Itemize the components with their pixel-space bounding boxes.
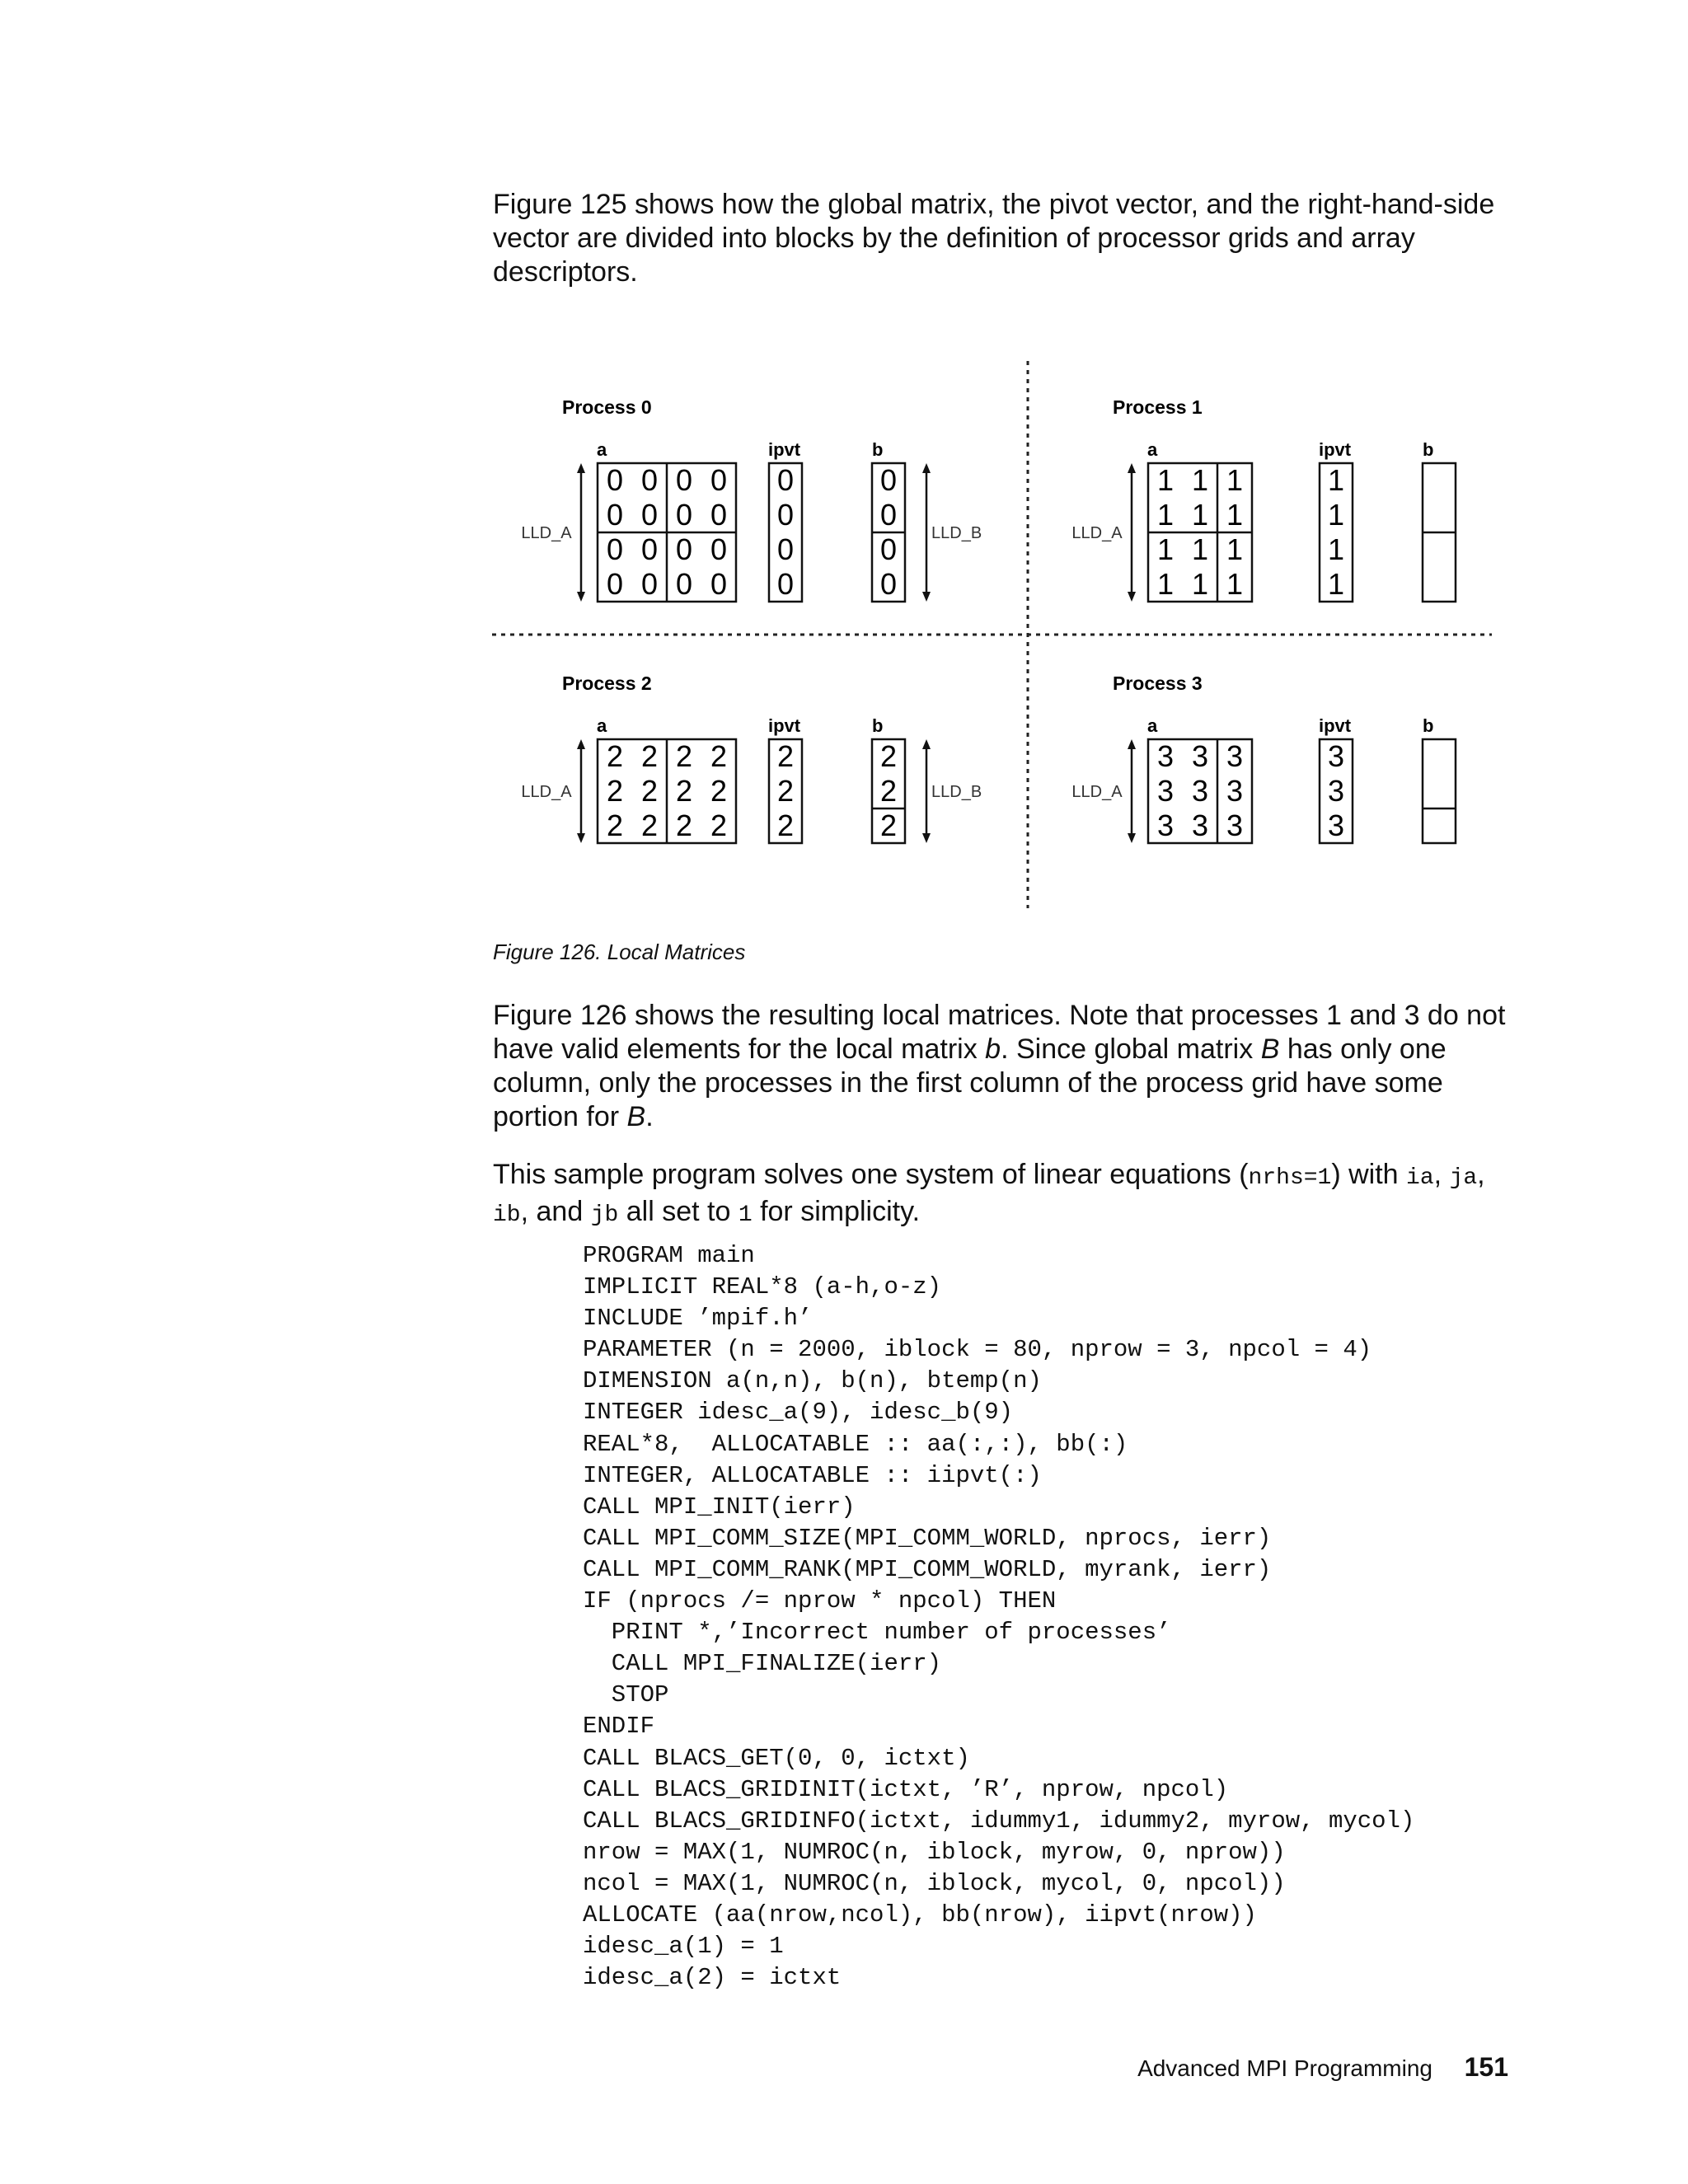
process-3-a-cell: 3 bbox=[1156, 808, 1175, 842]
page-number: 151 bbox=[1464, 2052, 1508, 2082]
process-2-b-cell: 2 bbox=[879, 739, 898, 773]
code-jb: jb bbox=[590, 1202, 619, 1228]
process-1-a-cell: 1 bbox=[1226, 532, 1244, 566]
process-2-a-cell: 2 bbox=[710, 808, 728, 842]
fortran-code-listing: PROGRAM main IMPLICIT REAL*8 (a-h,o-z) INCLUDE ’mpif.h’ PARAMETER (n = 2000, iblock = 80, nprow = 3, npcol = 4) DIMENSION a(n,n), b(n), btemp(n) INTEGER idesc_a(9), idesc_b(9) REAL*8, ALLOCATABLE :: aa(:,:), bb(:) INTEGER, ALLOCATABLE :: iipvt(:) CALL MPI_INIT(ierr) CALL MPI_COMM_SIZE(MPI_COMM_WORLD, nprocs, ierr) CALL MPI_COMM_RANK(MPI_COMM_WORLD, myrank, ierr) IF (nprocs /= nprow * npcol) THEN PRINT *,’Incorrect number of processes’ CALL MPI_FINALIZE(ierr) STOP ENDIF CALL BLACS_GET(0, 0, ictxt) CALL BLACS_GRIDINIT(ictxt, ’R’, nprow, npcol) CALL BLACS_GRIDINFO(ictxt, idummy1, idummy2, myrow, mycol) nrow = MAX(1, NUMROC(n, iblock, myrow, 0, nprow)) ncol = MAX(1, NUMROC(n, iblock, mycol, 0, npcol)) ALLOCATE (aa(nrow,ncol), bb(nrow), iipvt(nrow)) idesc_a(1) = 1 idesc_a(2) = ictxt bbox=[583, 1242, 1415, 1992]
sample-text-1: This sample program solves one system of linear equations ( bbox=[493, 1159, 1249, 1190]
process-0-a-cell: 0 bbox=[606, 463, 624, 497]
process-0-title: Process 0 bbox=[562, 396, 652, 418]
process-2-b-cell: 2 bbox=[879, 808, 898, 842]
process-3-a-label: a bbox=[1147, 715, 1158, 736]
process-0-ipvt-label: ipvt bbox=[768, 439, 801, 460]
result-text-3: has only one column, only the processes in the first column of the process grid have some portion for bbox=[493, 1033, 1447, 1132]
process-1-a-cell: 1 bbox=[1191, 498, 1209, 532]
process-1-lld-a-arrow-head-down bbox=[1128, 592, 1136, 602]
process-2-lld-b-arrow-head-up bbox=[922, 739, 931, 749]
process-3-lld-a-label: LLD_A bbox=[1071, 783, 1123, 801]
process-1-ipvt-cell: 1 bbox=[1327, 498, 1345, 532]
process-1-ipvt-label: ipvt bbox=[1319, 439, 1352, 460]
process-2-b-cell: 2 bbox=[879, 774, 898, 808]
process-0-a-cell: 0 bbox=[640, 532, 659, 566]
process-2-a-cell: 2 bbox=[640, 808, 659, 842]
process-1-b-label: b bbox=[1423, 439, 1434, 460]
process-3-a-cell: 3 bbox=[1191, 739, 1209, 773]
process-1-ipvt-cell: 1 bbox=[1327, 532, 1345, 566]
process-0-a-cell: 0 bbox=[606, 498, 624, 532]
process-0-b-cell: 0 bbox=[879, 567, 898, 601]
process-3-ipvt-label: ipvt bbox=[1319, 715, 1352, 736]
process-2-a-cell: 2 bbox=[675, 739, 693, 773]
process-3-a-cell: 3 bbox=[1226, 739, 1244, 773]
process-1-title: Process 1 bbox=[1113, 396, 1203, 418]
result-text-1: Figure 126 shows the resulting local matrices. Note that processes 1 and 3 do not have valid elements for the local matrix bbox=[493, 1000, 1506, 1065]
process-0-ipvt-cell: 0 bbox=[776, 567, 795, 601]
process-2-a-cell: 2 bbox=[640, 774, 659, 808]
figure-content bbox=[492, 361, 1492, 908]
process-2-ipvt-cell: 2 bbox=[776, 739, 795, 773]
process-2-a-cell: 2 bbox=[710, 774, 728, 808]
process-0-a-cell: 0 bbox=[640, 463, 659, 497]
process-0-a-cell: 0 bbox=[675, 463, 693, 497]
process-3-ipvt-cell: 3 bbox=[1327, 739, 1345, 773]
result-var-B: B bbox=[1260, 1033, 1280, 1065]
result-var-B-2: B bbox=[626, 1101, 646, 1132]
process-1-a-cell: 1 bbox=[1226, 463, 1244, 497]
process-0-b-cell: 0 bbox=[879, 463, 898, 497]
process-0-b-label: b bbox=[872, 439, 884, 460]
process-0-a-cell: 0 bbox=[675, 567, 693, 601]
process-3-a-cell: 3 bbox=[1191, 808, 1209, 842]
result-var-b: b bbox=[985, 1033, 1001, 1065]
code-ja: ja bbox=[1449, 1165, 1478, 1191]
process-3-title: Process 3 bbox=[1113, 673, 1203, 694]
process-2-b-label: b bbox=[872, 715, 884, 736]
process-2-title: Process 2 bbox=[562, 673, 652, 694]
process-2-lld-a-label: LLD_A bbox=[521, 783, 572, 801]
local-matrices-figure bbox=[0, 0, 1688, 923]
process-1-a-cell: 1 bbox=[1156, 567, 1175, 601]
process-0-lld-b-arrow-head-down bbox=[922, 592, 931, 602]
process-1-a-cell: 1 bbox=[1191, 532, 1209, 566]
process-2-a-cell: 2 bbox=[606, 808, 624, 842]
process-3-a-cell: 3 bbox=[1156, 774, 1175, 808]
process-0-a-cell: 0 bbox=[675, 498, 693, 532]
process-0-ipvt-cell: 0 bbox=[776, 498, 795, 532]
process-2-a-cell: 2 bbox=[675, 774, 693, 808]
process-0-lld-b-arrow-head-up bbox=[922, 463, 931, 473]
process-0-a-label: a bbox=[597, 439, 607, 460]
code-ia: ia bbox=[1406, 1165, 1434, 1191]
process-1-a-cell: 1 bbox=[1191, 567, 1209, 601]
figure-caption: Figure 126. Local Matrices bbox=[493, 940, 746, 964]
process-1-a-cell: 1 bbox=[1226, 567, 1244, 601]
process-2-a-cell: 2 bbox=[675, 808, 693, 842]
process-0-lld-a-arrow-head-up bbox=[577, 463, 585, 473]
process-3-a-cell: 3 bbox=[1226, 808, 1244, 842]
sample-text-5: , and bbox=[520, 1196, 591, 1227]
result-text-2: . Since global matrix bbox=[1001, 1033, 1261, 1065]
process-1-a-cell: 1 bbox=[1156, 463, 1175, 497]
process-3-lld-a-arrow-head-up bbox=[1128, 739, 1136, 749]
result-paragraph bbox=[493, 999, 1523, 1134]
process-0-b-cell: 0 bbox=[879, 498, 898, 532]
process-0-a-cell: 0 bbox=[606, 567, 624, 601]
process-3-ipvt-cell: 3 bbox=[1327, 774, 1345, 808]
process-1-ipvt-cell: 1 bbox=[1327, 567, 1345, 601]
process-3-a-cell: 3 bbox=[1191, 774, 1209, 808]
process-0-a-cell: 0 bbox=[640, 498, 659, 532]
process-3-ipvt-cell: 3 bbox=[1327, 808, 1345, 842]
process-1-lld-a-label: LLD_A bbox=[1071, 524, 1123, 542]
footer-book-title: Advanced MPI Programming bbox=[1137, 2055, 1432, 2081]
process-2-a-cell: 2 bbox=[710, 739, 728, 773]
process-0-a-cell: 0 bbox=[710, 498, 728, 532]
sample-text-3: , bbox=[1433, 1159, 1450, 1190]
process-1-a-cell: 1 bbox=[1226, 498, 1244, 532]
process-2-ipvt-cell: 2 bbox=[776, 808, 795, 842]
process-1-a-cell: 1 bbox=[1191, 463, 1209, 497]
process-2-ipvt-label: ipvt bbox=[768, 715, 801, 736]
process-0-a-cell: 0 bbox=[675, 532, 693, 566]
process-0-lld-a-label: LLD_A bbox=[521, 524, 572, 542]
code-one: 1 bbox=[738, 1202, 753, 1228]
process-3-b-label: b bbox=[1423, 715, 1434, 736]
process-0-ipvt-cell: 0 bbox=[776, 463, 795, 497]
result-text-4: . bbox=[645, 1101, 654, 1132]
process-0-lld-a-arrow-head-down bbox=[577, 592, 585, 602]
process-0-a-cell: 0 bbox=[640, 567, 659, 601]
process-0-lld-b-label: LLD_B bbox=[931, 524, 982, 542]
process-1-a-label: a bbox=[1147, 439, 1158, 460]
sample-text-4: , bbox=[1477, 1159, 1485, 1190]
process-3-b-vector bbox=[1423, 739, 1456, 843]
process-0-a-cell: 0 bbox=[710, 567, 728, 601]
process-3-a-cell: 3 bbox=[1226, 774, 1244, 808]
process-3-a-cell: 3 bbox=[1156, 739, 1175, 773]
process-0-b-cell: 0 bbox=[879, 532, 898, 566]
process-2-a-cell: 2 bbox=[606, 774, 624, 808]
process-1-lld-a-arrow-head-up bbox=[1128, 463, 1136, 473]
process-2-lld-a-arrow-head-up bbox=[577, 739, 585, 749]
process-1-a-cell: 1 bbox=[1156, 498, 1175, 532]
intro-paragraph: Figure 125 shows how the global matrix, the pivot vector, and the right-hand-side vector are divided into blocks by the definition of processor grids and array descriptors. bbox=[493, 189, 1495, 288]
process-0-a-cell: 0 bbox=[606, 532, 624, 566]
process-2-lld-b-arrow-head-down bbox=[922, 833, 931, 843]
sample-paragraph bbox=[493, 1158, 1523, 1232]
sample-text-7: for simplicity. bbox=[752, 1196, 921, 1227]
process-2-a-cell: 2 bbox=[606, 739, 624, 773]
code-nrhs: nrhs=1 bbox=[1248, 1165, 1332, 1191]
process-3-lld-a-arrow-head-down bbox=[1128, 833, 1136, 843]
process-0-ipvt-cell: 0 bbox=[776, 532, 795, 566]
code-ib: ib bbox=[493, 1202, 521, 1228]
process-2-a-cell: 2 bbox=[640, 739, 659, 773]
process-2-lld-a-arrow-head-down bbox=[577, 833, 585, 843]
process-2-ipvt-cell: 2 bbox=[776, 774, 795, 808]
process-1-ipvt-cell: 1 bbox=[1327, 463, 1345, 497]
process-0-a-cell: 0 bbox=[710, 463, 728, 497]
sample-text-6: all set to bbox=[618, 1196, 738, 1227]
process-1-a-cell: 1 bbox=[1156, 532, 1175, 566]
sample-text-2: ) with bbox=[1331, 1159, 1407, 1190]
process-2-a-label: a bbox=[597, 715, 607, 736]
process-0-a-cell: 0 bbox=[710, 532, 728, 566]
process-2-lld-b-label: LLD_B bbox=[931, 783, 982, 801]
